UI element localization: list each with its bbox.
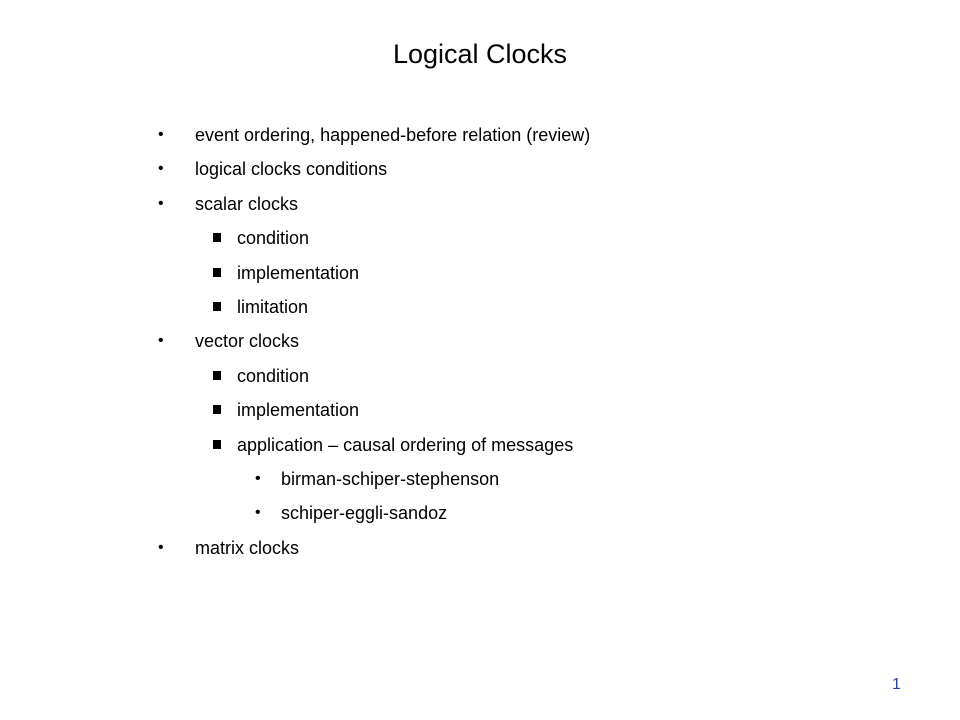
bullet-icon: •: [255, 504, 261, 522]
square-bullet-icon: [213, 268, 221, 277]
bullet-icon: •: [158, 126, 164, 143]
list-item: [0, 256, 960, 290]
list-item-text: matrix clocks: [195, 537, 300, 558]
list-item-text: implementation: [237, 262, 360, 283]
list-item-text: scalar clocks: [195, 193, 299, 214]
list-item-text: implementation: [237, 400, 360, 421]
list-item-text: event ordering, happened-before relation (review): [195, 125, 591, 145]
list-item-text: logical clocks conditions: [195, 159, 388, 180]
bullet-icon: •: [158, 160, 164, 178]
square-bullet-icon: [213, 233, 221, 242]
list-item: [0, 359, 960, 393]
list-item: [0, 393, 960, 427]
list-item: [0, 290, 960, 324]
list-item: [0, 118, 960, 152]
slide-title: Logical Clocks: [392, 39, 568, 69]
bullet-icon: •: [158, 332, 164, 350]
list-item: [0, 221, 960, 255]
square-bullet-icon: [213, 302, 221, 311]
list-item: [0, 531, 960, 565]
list-item: [0, 187, 960, 221]
list-item-text: schiper-eggli-sandoz: [281, 503, 448, 524]
list-item-text: application – causal ordering of messages: [237, 434, 574, 455]
list-item: [0, 462, 960, 496]
list-item-text: limitation: [237, 296, 309, 317]
list-item-text: condition: [237, 228, 310, 249]
bullet-icon: •: [158, 538, 164, 556]
list-item-text: vector clocks: [195, 331, 300, 352]
list-item: [0, 152, 960, 186]
list-item-text: birman-schiper-stephenson: [281, 468, 500, 489]
list-item-text: condition: [237, 365, 310, 386]
square-bullet-icon: [213, 440, 221, 449]
list-item: [0, 428, 960, 462]
list-item: [0, 324, 960, 358]
page-number: 1: [892, 676, 901, 693]
list-item: [0, 496, 960, 530]
bullet-icon: •: [158, 194, 164, 212]
square-bullet-icon: [213, 371, 221, 380]
square-bullet-icon: [213, 405, 221, 414]
bullet-icon: •: [255, 469, 261, 487]
bullet-list: [0, 118, 960, 565]
